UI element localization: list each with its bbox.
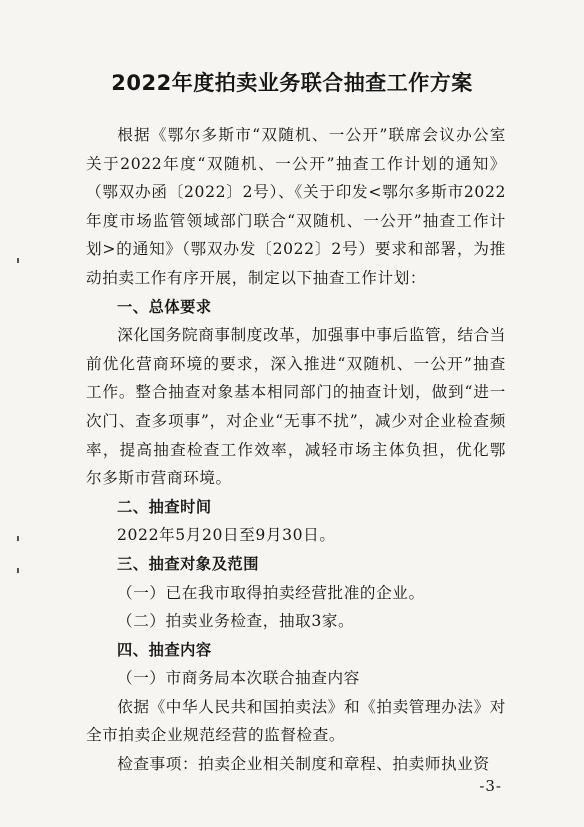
paragraph-line: 全市拍卖企业规范经营的监督检查。	[86, 726, 346, 745]
paragraph-line: 工作。整合抽查对象基本相同部门的抽查计划，做到“进一	[86, 383, 506, 402]
general-requirements-paragraph	[86, 321, 506, 493]
intro-line: （鄂双办函〔2022〕2号）、《关于印发<鄂尔多斯市2022	[86, 183, 506, 202]
intro-line: 年度市场监管领域部门联合“双随机、一公开”抽查工作计	[86, 211, 506, 230]
document-body	[86, 121, 506, 779]
paragraph-line: 依据《中华人民共和国拍卖法》和《拍卖管理办法》对	[117, 697, 506, 716]
section-heading-general: 一、总体要求	[117, 297, 212, 316]
section-heading-scope: 三、抽查对象及范围	[117, 554, 260, 573]
intro-line: 拍卖工作有序开展，制定以下抽查工作计划：	[102, 268, 427, 287]
intro-line: 关于2022年度“双随机、一公开”抽查工作计划的通知》	[86, 154, 506, 173]
paragraph-line: 尔多斯市营商环境。	[86, 469, 232, 488]
margin-mark	[17, 568, 19, 573]
margin-mark	[17, 536, 19, 541]
intro-line: 根据《鄂尔多斯市“双随机、一公开”联席会议办公室	[117, 126, 506, 144]
margin-mark	[17, 258, 19, 263]
scope-item: （一）已在我市取得拍卖经营批准的企业。	[117, 583, 425, 602]
section-heading-time: 二、抽查时间	[117, 497, 212, 516]
intro-line: 划>的通知》（鄂双办发〔2022〕2号）要求和部署，为推动	[86, 240, 506, 287]
content-paragraph	[86, 693, 506, 750]
subsection-heading: （一）市商务局本次联合抽查内容	[117, 669, 360, 688]
paragraph-line: 前优化营商环境的要求，深入推进“双随机、一公开”抽查	[86, 354, 506, 373]
document-title: 2022年度拍卖业务联合抽查工作方案	[111, 71, 473, 95]
section-heading-content: 四、抽查内容	[117, 640, 212, 659]
paragraph-line: 次门、查多项事”，对企业“无事不扰”，减少对企业检查	[86, 411, 490, 430]
page-number: -3-	[479, 777, 502, 795]
scope-item: （二）拍卖业务检查，抽取3家。	[117, 612, 355, 631]
check-items-paragraph: 检查事项：拍卖企业相关制度和章程、拍卖师执业资	[117, 755, 490, 774]
inspection-period: 2022年5月20日至9月30日。	[117, 526, 336, 545]
intro-paragraph	[86, 121, 506, 293]
paragraph-line: 深化国务院商事制度改革，加强事中事后监管，结合当	[117, 326, 506, 345]
paragraph-line: 频率，提高抽查检查工作效率，减轻市场主体负担，优化鄂	[86, 411, 506, 459]
